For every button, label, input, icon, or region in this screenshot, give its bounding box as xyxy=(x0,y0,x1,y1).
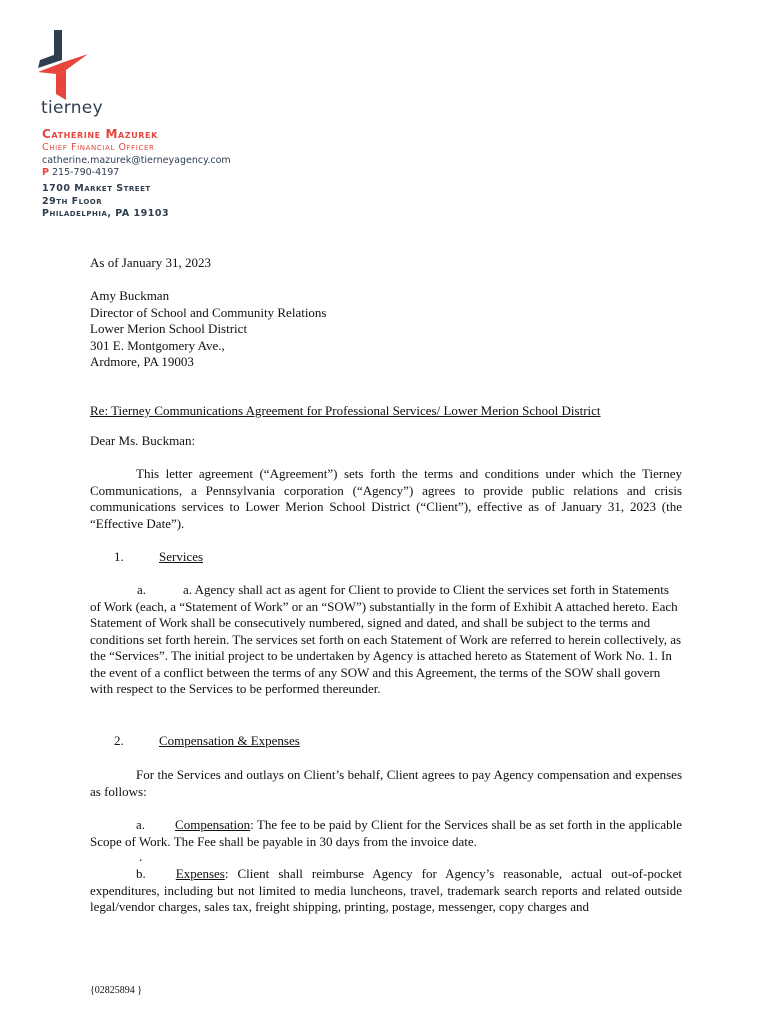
letter-date: As of January 31, 2023 xyxy=(90,255,211,270)
tierney-logo-icon xyxy=(32,30,94,102)
section-1-number: 1. xyxy=(114,549,124,564)
section-1-marker: a. xyxy=(137,582,147,597)
recipient-line: Amy Buckman xyxy=(90,288,170,303)
sender-address xyxy=(42,183,169,221)
sender-email: catherine.mazurek@tierneyagency.com xyxy=(42,155,231,166)
recipient-line: 301 E. Montgomery Ave., xyxy=(90,337,225,353)
intro-paragraph: This letter agreement (“Agreement”) sets forth the terms and conditions under which the Tierney Communications, a Pennsylvania corporation (“Agency”) agrees to provide public relations and crisis communications services to Lower Merion School District (“Client”), effective as of January 31, 2023 (the “Effective Date”). xyxy=(90,466,682,531)
brand-wordmark: tierney xyxy=(41,98,103,118)
recipient-line: Director of School and Community Relations xyxy=(90,304,327,320)
item-a-marker: a. xyxy=(136,817,146,832)
salutation: Dear Ms. Buckman: xyxy=(90,433,196,448)
sender-phone xyxy=(42,167,231,179)
sender-name: Catherine Mazurek xyxy=(42,127,158,141)
recipient-line: Ardmore, PA 19003 xyxy=(90,354,194,369)
item-a-text: : The fee to be paid by Client for the Services shall be as set forth in the applicable Scope of Work. The Fee shall be payable in 30 days from the invoice date. xyxy=(90,817,682,849)
re-line: Re: Tierney Communications Agreement for Professional Services/ Lower Merion School District xyxy=(90,403,601,418)
section-1-title: Services xyxy=(159,549,204,564)
document-footer-code: {02825894 } xyxy=(90,985,143,996)
recipient-line: Lower Merion School District xyxy=(90,321,248,336)
item-a-paragraph xyxy=(90,817,682,850)
sender-block xyxy=(42,127,231,179)
section-2-number: 2. xyxy=(114,733,124,748)
phone-prefix: P xyxy=(42,167,49,178)
section-2-title: Compensation & Expenses xyxy=(159,733,300,748)
item-b-paragraph xyxy=(90,866,682,916)
section-1-paragraph: a. Agency shall act as agent for Client to provide to Client the services set forth in Statements of Work (each, a “Statement of Work” or an “SOW”) substantially in the form of Exhibit A attached hereto. Each Statement of Work shall be consecutively numbered, signed and dated, and shall be subject to the terms and conditions set forth herein. The services set forth on each Statement of Work are referred to herein collectively, as the “Services”. The initial project to be undertaken by Agency is attached hereto as Statement of Work No. 1. In the event of a conflict between the terms of any SOW and this Agreement, the terms of the SOW shall govern with respect to the Services to be performed thereunder. xyxy=(90,582,682,696)
section-2-intro: For the Services and outlays on Client’s behalf, Client agrees to pay Agency compensation and expenses as follows: xyxy=(90,767,682,799)
address-line: 29th Floor xyxy=(42,195,103,207)
phone-number: 215-790-4197 xyxy=(52,167,120,178)
sender-title: Chief Financial Officer xyxy=(42,142,155,153)
stray-period: . xyxy=(139,849,143,864)
item-b-text: : Client shall reimburse Agency for Agency’s reasonable, actual out-of-pocket expenditures, including but not limited to media luncheons, travel, trademark search reports and related outside legal/vendor charges, sales tax, freight shipping, printing, postage, messenger, copy charges and xyxy=(90,866,682,914)
address-line: 1700 Market Street xyxy=(42,183,151,194)
address-line: Philadelphia, PA 19103 xyxy=(42,208,170,219)
item-a-title: Compensation xyxy=(175,817,251,832)
item-b-marker: b. xyxy=(136,866,146,881)
item-b-title: Expenses xyxy=(175,866,225,881)
